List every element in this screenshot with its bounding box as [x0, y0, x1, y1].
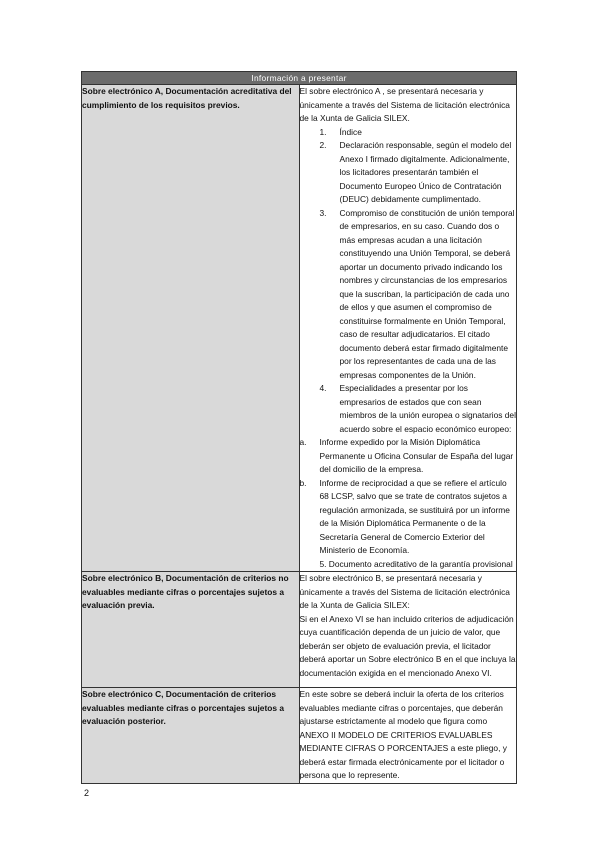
numbered-list — [300, 126, 517, 437]
list-item: a. Informe expedido por la Misión Diplomática Permanente u Oficina Consular de España del lugar del domicilio de la empresa. — [299, 437, 514, 474]
row-label: Sobre electrónico A, Documentación acreditativa del cumplimiento de los requisitos previos. — [82, 85, 300, 572]
list-item: 3. Compromiso de constitución de unión temporal de empresarios, en su caso. Cuando dos o más empresas acudan a una licitación constituyendo una Unión Temporal, se deberá aportar un documento privado indicando los nombres y circunstancias de los empresarios que la suscriban, la participación de cada uno de ellos y que asumen el compromiso de constituirse formalmente en Unión Temporal, caso de resultar adjudicatarios. El citado documento deberá estar firmado digitalmente por los representantes de cada una de las empresas componentes de la Unión. — [319, 207, 515, 380]
body-text: En este sobre se deberá incluir la oferta de los criterios evaluables mediante cifras o porcentajes, que deberán ajustarse estrictamente al modelo que figura como ANEXO II MODELO DE CRITERIOS EVALUABLES MEDIANTE CIFRAS O PORCENTAJES a este pliego, y deberá estar firmada electrónicamente por el licitador o persona que lo represente. — [299, 689, 507, 780]
table-header: Información a presentar — [82, 72, 517, 85]
page-number: 2 — [84, 788, 90, 798]
table-row-envelope-b — [82, 572, 517, 688]
list-item-last: 5. Documento acreditativo de la garantía provisional — [319, 558, 513, 569]
list-item: 1. Índice — [319, 126, 362, 137]
list-item: b. Informe de reciprocidad a que se refiere el artículo 68 LCSP, salvo que se trate de contratos sujetos a regulación armonizada, se sustituirá por un informe de la Misión Diplomática Permanente o de la Secretaría General de Comercio Exterior del Ministerio de Economía. — [299, 477, 510, 555]
list-item: 4. Especialidades a presentar por los empresarios de estados que con sean miembros de la unión europea o signatarios del acuerdo sobre el espacio económico europeo: — [319, 383, 516, 434]
intro-text: El sobre electrónico B, se presentará necesaria y únicamente a través del Sistema de licitación electrónica de la Xunta de Galicia SILEX: — [299, 573, 510, 610]
row-label: Sobre electrónico B, Documentación de criterios no evaluables mediante cifras o porcentajes sujetos a evaluación previa. — [82, 572, 300, 688]
row-content — [299, 85, 517, 572]
table-row-envelope-c — [82, 688, 517, 784]
information-table — [81, 71, 517, 784]
list-item: 2. Declaración responsable, según el modelo del Anexo I firmado digitalmente. Adicionalmente, los licitadores presentarán también el Documento Europeo Único de Contratación (DEUC) debidamente cumplimentado. — [319, 140, 512, 204]
body-text: Si en el Anexo VI se han incluido criterios de adjudicación cuya cuantificación dependa de un juicio de valor, que deberán ser objeto de evaluación previa, el licitador deberá aportar un Sobre electrónico B en el que incluya la documentación exigida en el mencionado Anexo VI. — [299, 613, 516, 678]
lettered-list — [280, 436, 517, 558]
row-label: Sobre electrónico C, Documentación de criterios evaluables mediante cifras o porcentajes sujetos a evaluación posterior. — [82, 688, 300, 784]
row-content — [299, 688, 517, 784]
intro-text: El sobre electrónico A , se presentará necesaria y únicamente a través del Sistema de licitación electrónica de la Xunta de Galicia SILEX. — [299, 86, 510, 123]
table-row-envelope-a — [82, 85, 517, 572]
row-content — [299, 572, 517, 688]
